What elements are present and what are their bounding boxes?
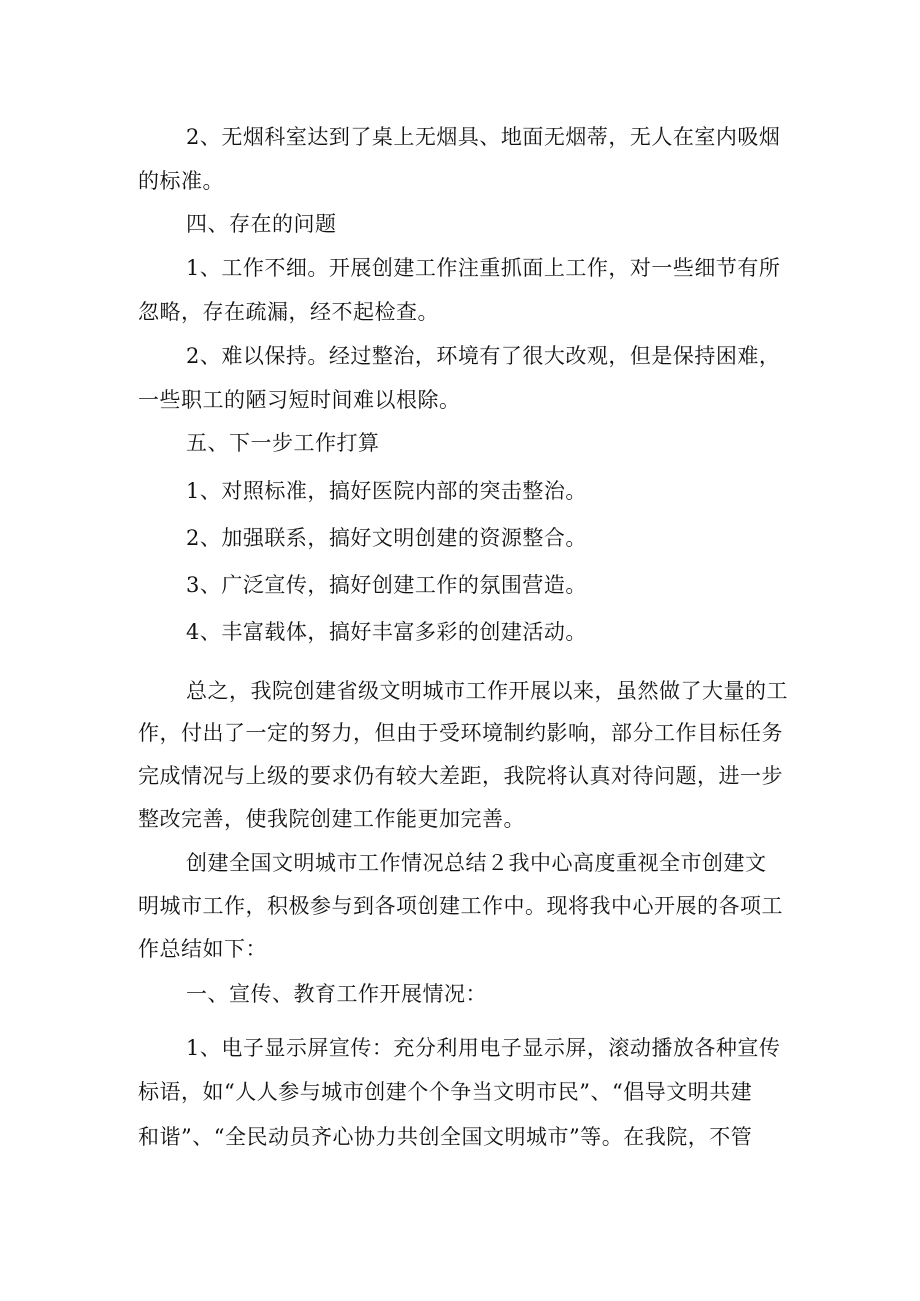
section-heading: 四、存在的问题 (186, 212, 337, 236)
paragraph-line: 一些职工的陋习短时间难以根除。 (138, 388, 461, 412)
paragraph-line: 标语，如“人人参与城市创建个个争当文明市民”、“倡导文明共建 (138, 1080, 753, 1104)
paragraph-line: 和谐”、“全民动员齐心协力共创全国文明城市”等。在我院，不管 (138, 1125, 753, 1149)
section-heading: 五、下一步工作打算 (186, 431, 380, 455)
paragraph-line: 2、无烟科室达到了桌上无烟具、地面无烟蒂，无人在室内吸烟 (186, 125, 781, 149)
paragraph-line: 忽略，存在疏漏，经不起检查。 (138, 300, 439, 324)
paragraph-line: 1、电子显示屏宣传：充分利用电子显示屏，滚动播放各种宣传 (186, 1036, 781, 1060)
paragraph-line: 2、难以保持。经过整治，环境有了很大改观，但是保持困难， (186, 344, 781, 368)
list-item: 1、对照标准，搞好医院内部的突击整治。 (186, 479, 587, 503)
paragraph-line: 1、工作不细。开展创建工作注重抓面上工作，对一些细节有所 (186, 256, 781, 280)
list-item: 4、丰富载体，搞好丰富多彩的创建活动。 (186, 620, 587, 644)
paragraph-line: 总之，我院创建省级文明城市工作开展以来，虽然做了大量的工 (186, 679, 788, 703)
list-item: 3、广泛宣传，搞好创建工作的氛围营造。 (186, 573, 587, 597)
paragraph-line: 的标准。 (138, 169, 224, 193)
paragraph-line: 作总结如下： (138, 937, 267, 961)
paragraph-line: 明城市工作，积极参与到各项创建工作中。现将我中心开展的各项工 (138, 894, 783, 918)
section-heading: 一、宣传、教育工作开展情况： (186, 982, 487, 1006)
paragraph-line: 创建全国文明城市工作情况总结２我中心高度重视全市创建文 (186, 851, 767, 875)
paragraph-line: 完成情况与上级的要求仍有较大差距，我院将认真对待问题，进一步 (138, 764, 783, 788)
list-item: 2、加强联系，搞好文明创建的资源整合。 (186, 526, 587, 550)
paragraph-line: 作，付出了一定的努力，但由于受环境制约影响，部分工作目标任务 (138, 721, 783, 745)
paragraph-line: 整改完善，使我院创建工作能更加完善。 (138, 807, 525, 831)
